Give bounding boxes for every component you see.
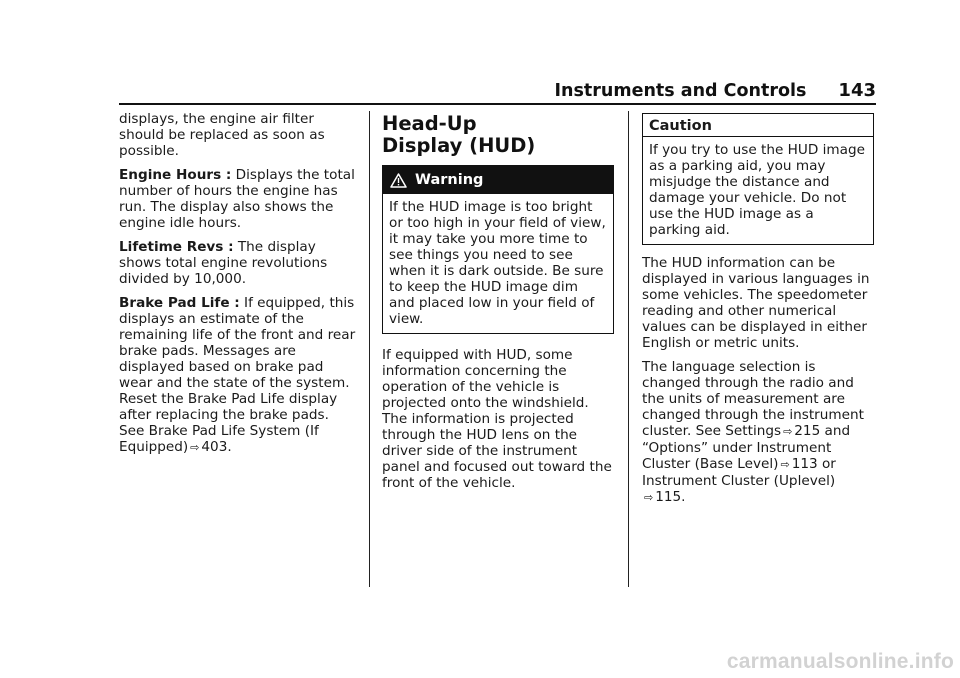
column-divider-2 [628, 111, 629, 587]
hud-body-paragraph: If equipped with HUD, some information concerning the operation of the vehicle is projected onto the windshield. The information is projected through the HUD lens on the driver side of the instrument panel and focused out toward the front of the vehicle. [382, 347, 612, 491]
uplevel-cluster-ref-link[interactable]: 115 [655, 489, 682, 505]
column-2 [382, 111, 614, 499]
language-selection-paragraph [642, 359, 874, 506]
column-3 [642, 111, 874, 514]
warning-text: If the HUD image is too bright or too high in your field of view, it may take you more time to see things you need to see when it is dark outside. Be sure to keep the HUD image dim and placed low in your field of view. [389, 199, 606, 327]
engine-hours-text: Displays the total number of hours the engine has run. The display also shows the engine idle hours. [119, 167, 355, 231]
lifetime-revs-text: The display shows total engine revolutions divided by 10,000. [119, 239, 328, 287]
lifetime-revs-term: Lifetime Revs : [119, 239, 234, 255]
caution-text: If you try to use the HUD image as a parking aid, you may misjudge the distance and damage your vehicle. Do not use the HUD image as a parking aid. [649, 142, 865, 238]
page-ref-icon: ⇨ [190, 441, 200, 454]
header-rule [119, 103, 876, 105]
section-title: Instruments and Controls [554, 81, 807, 101]
hud-section-heading [382, 113, 614, 157]
engine-hours-term: Engine Hours : [119, 167, 232, 183]
page-ref-icon: ⇨ [783, 425, 793, 438]
lifetime-revs-paragraph [119, 239, 357, 287]
engine-hours-paragraph [119, 167, 357, 231]
page-header [0, 80, 876, 101]
warning-triangle-icon [390, 173, 407, 188]
page-ref-icon: ⇨ [644, 491, 654, 504]
hud-languages-paragraph: The HUD information can be displayed in various languages in some vehicles. The speedometer reading and other numerical values can be displayed in either English or metric units. [642, 255, 870, 351]
brake-pad-end: . [227, 439, 232, 455]
watermark: carmanualsonline.info [726, 650, 954, 673]
brake-pad-term: Brake Pad Life : [119, 295, 240, 311]
brake-pad-text: If equipped, this displays an estimate of the remaining life of the front and rear brake pads. Messages are displayed based on brake pad wear and the state of the system. Reset the Brake Pad Life display after replacing the brake pads. See Brake Pad Life System (If Equipped) [119, 295, 356, 455]
language-selection-end: . [681, 489, 686, 505]
hud-heading-line-1: Head-Up [382, 112, 477, 135]
warning-label: Warning [415, 172, 484, 188]
options-text: and “Options” under Instrument Cluster (Base Level) [642, 423, 851, 472]
brake-pad-ref-link[interactable]: 403 [201, 439, 228, 455]
column-1 [119, 111, 357, 464]
uplevel-text: or Instrument Cluster (Uplevel) [642, 456, 836, 489]
brake-pad-paragraph [119, 295, 357, 456]
language-selection-text: The language selection is changed through the radio and the units of measurement are changed through the instrument cluster. See Settings [642, 359, 864, 439]
warning-header [383, 166, 613, 194]
caution-label: Caution [643, 114, 873, 137]
page-ref-icon: ⇨ [780, 458, 790, 471]
column-divider-1 [369, 111, 370, 587]
intro-paragraph: displays, the engine air filter should be replaced as soon as possible. [119, 111, 325, 159]
page-number: 143 [838, 80, 876, 101]
caution-box [642, 113, 874, 245]
settings-ref-link[interactable]: 215 [794, 423, 821, 439]
warning-box [382, 165, 614, 334]
base-cluster-ref-link[interactable]: 113 [791, 456, 818, 472]
hud-heading-line-2: Display (HUD) [382, 134, 536, 157]
